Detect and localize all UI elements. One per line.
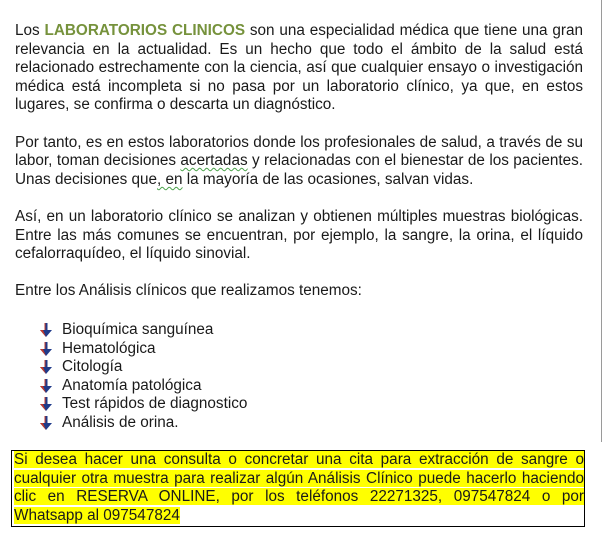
- page-border: [601, 0, 602, 442]
- professionals-text-middle: y relacionadas con el bienestar de los pacientes. Unas decisiones que: [15, 152, 584, 188]
- list-item-label: Hematológica: [62, 339, 156, 357]
- laboratorios-clinicos-highlight: LABORATORIOS CLINICOS: [44, 22, 246, 39]
- spellcheck-word-acertadas[interactable]: acertadas: [180, 152, 248, 170]
- intro-lead: Los: [15, 22, 45, 39]
- professionals-text-start: Por tanto, es en estos laboratorios donde los profesionales de salud, a través de su labor, toman decisiones: [15, 133, 583, 170]
- reservation-callout-text: Si desea hacer una consulta o concretar una cita para extracción de sangre o cualquier otra muestra para realizar algún Análisis Clínico puede hacerlo haciendo clic en RESERVA ONLINE, por los teléfonos 22271325, 097547824 o por Whatsapp al 097547824: [14, 451, 584, 524]
- paragraph-professionals: [15, 134, 583, 190]
- spellcheck-word-en[interactable]: , en: [157, 170, 183, 188]
- arrow-down-icon: [40, 342, 52, 357]
- arrow-down-icon: [40, 397, 52, 412]
- list-item: [40, 358, 583, 377]
- arrow-down-icon: [40, 323, 52, 338]
- list-item: [40, 340, 583, 359]
- list-item: [40, 377, 583, 396]
- paragraph-analysis-intro: Entre los Análisis clínicos que realizamos tenemos:: [15, 282, 362, 300]
- paragraph-intro: [15, 22, 583, 115]
- arrow-down-icon: [40, 360, 52, 375]
- list-item-label: Análisis de orina.: [62, 413, 179, 431]
- document-body: [15, 22, 583, 432]
- intro-text: son una especialidad médica que tiene una gran relevancia en la actualidad. Es un hecho que todo el ámbito de la salud está relacionado estrechamente con la ciencia, así que cualquier ensayo o investigación médica está incompleta si no pasa por un laboratorio clínico, ya que, en estos lugares, se confirma o descarta un diagnóstico.: [15, 22, 583, 114]
- paragraph-samples: Así, en un laboratorio clínico se analizan y obtienen múltiples muestras biológicas. Entre las más comunes se encuentran, por ejemplo, la sangre, la orina, el líquido cefalorraquídeo, el líquido sinovial.: [15, 207, 583, 263]
- analysis-list: [15, 321, 583, 433]
- list-item-label: Anatomía patológica: [62, 376, 202, 394]
- reservation-callout-box: [11, 450, 585, 527]
- professionals-text-end: la mayoría de las ocasiones, salvan vidas.: [182, 170, 474, 188]
- list-item-label: Citología: [62, 358, 123, 376]
- arrow-down-icon: [40, 379, 52, 394]
- list-item-label: Test rápidos de diagnostico: [62, 395, 248, 413]
- list-item: [40, 321, 583, 340]
- list-item: [40, 414, 583, 433]
- list-item: [40, 395, 583, 414]
- list-item-label: Bioquímica sanguínea: [62, 320, 214, 338]
- arrow-down-icon: [40, 416, 52, 431]
